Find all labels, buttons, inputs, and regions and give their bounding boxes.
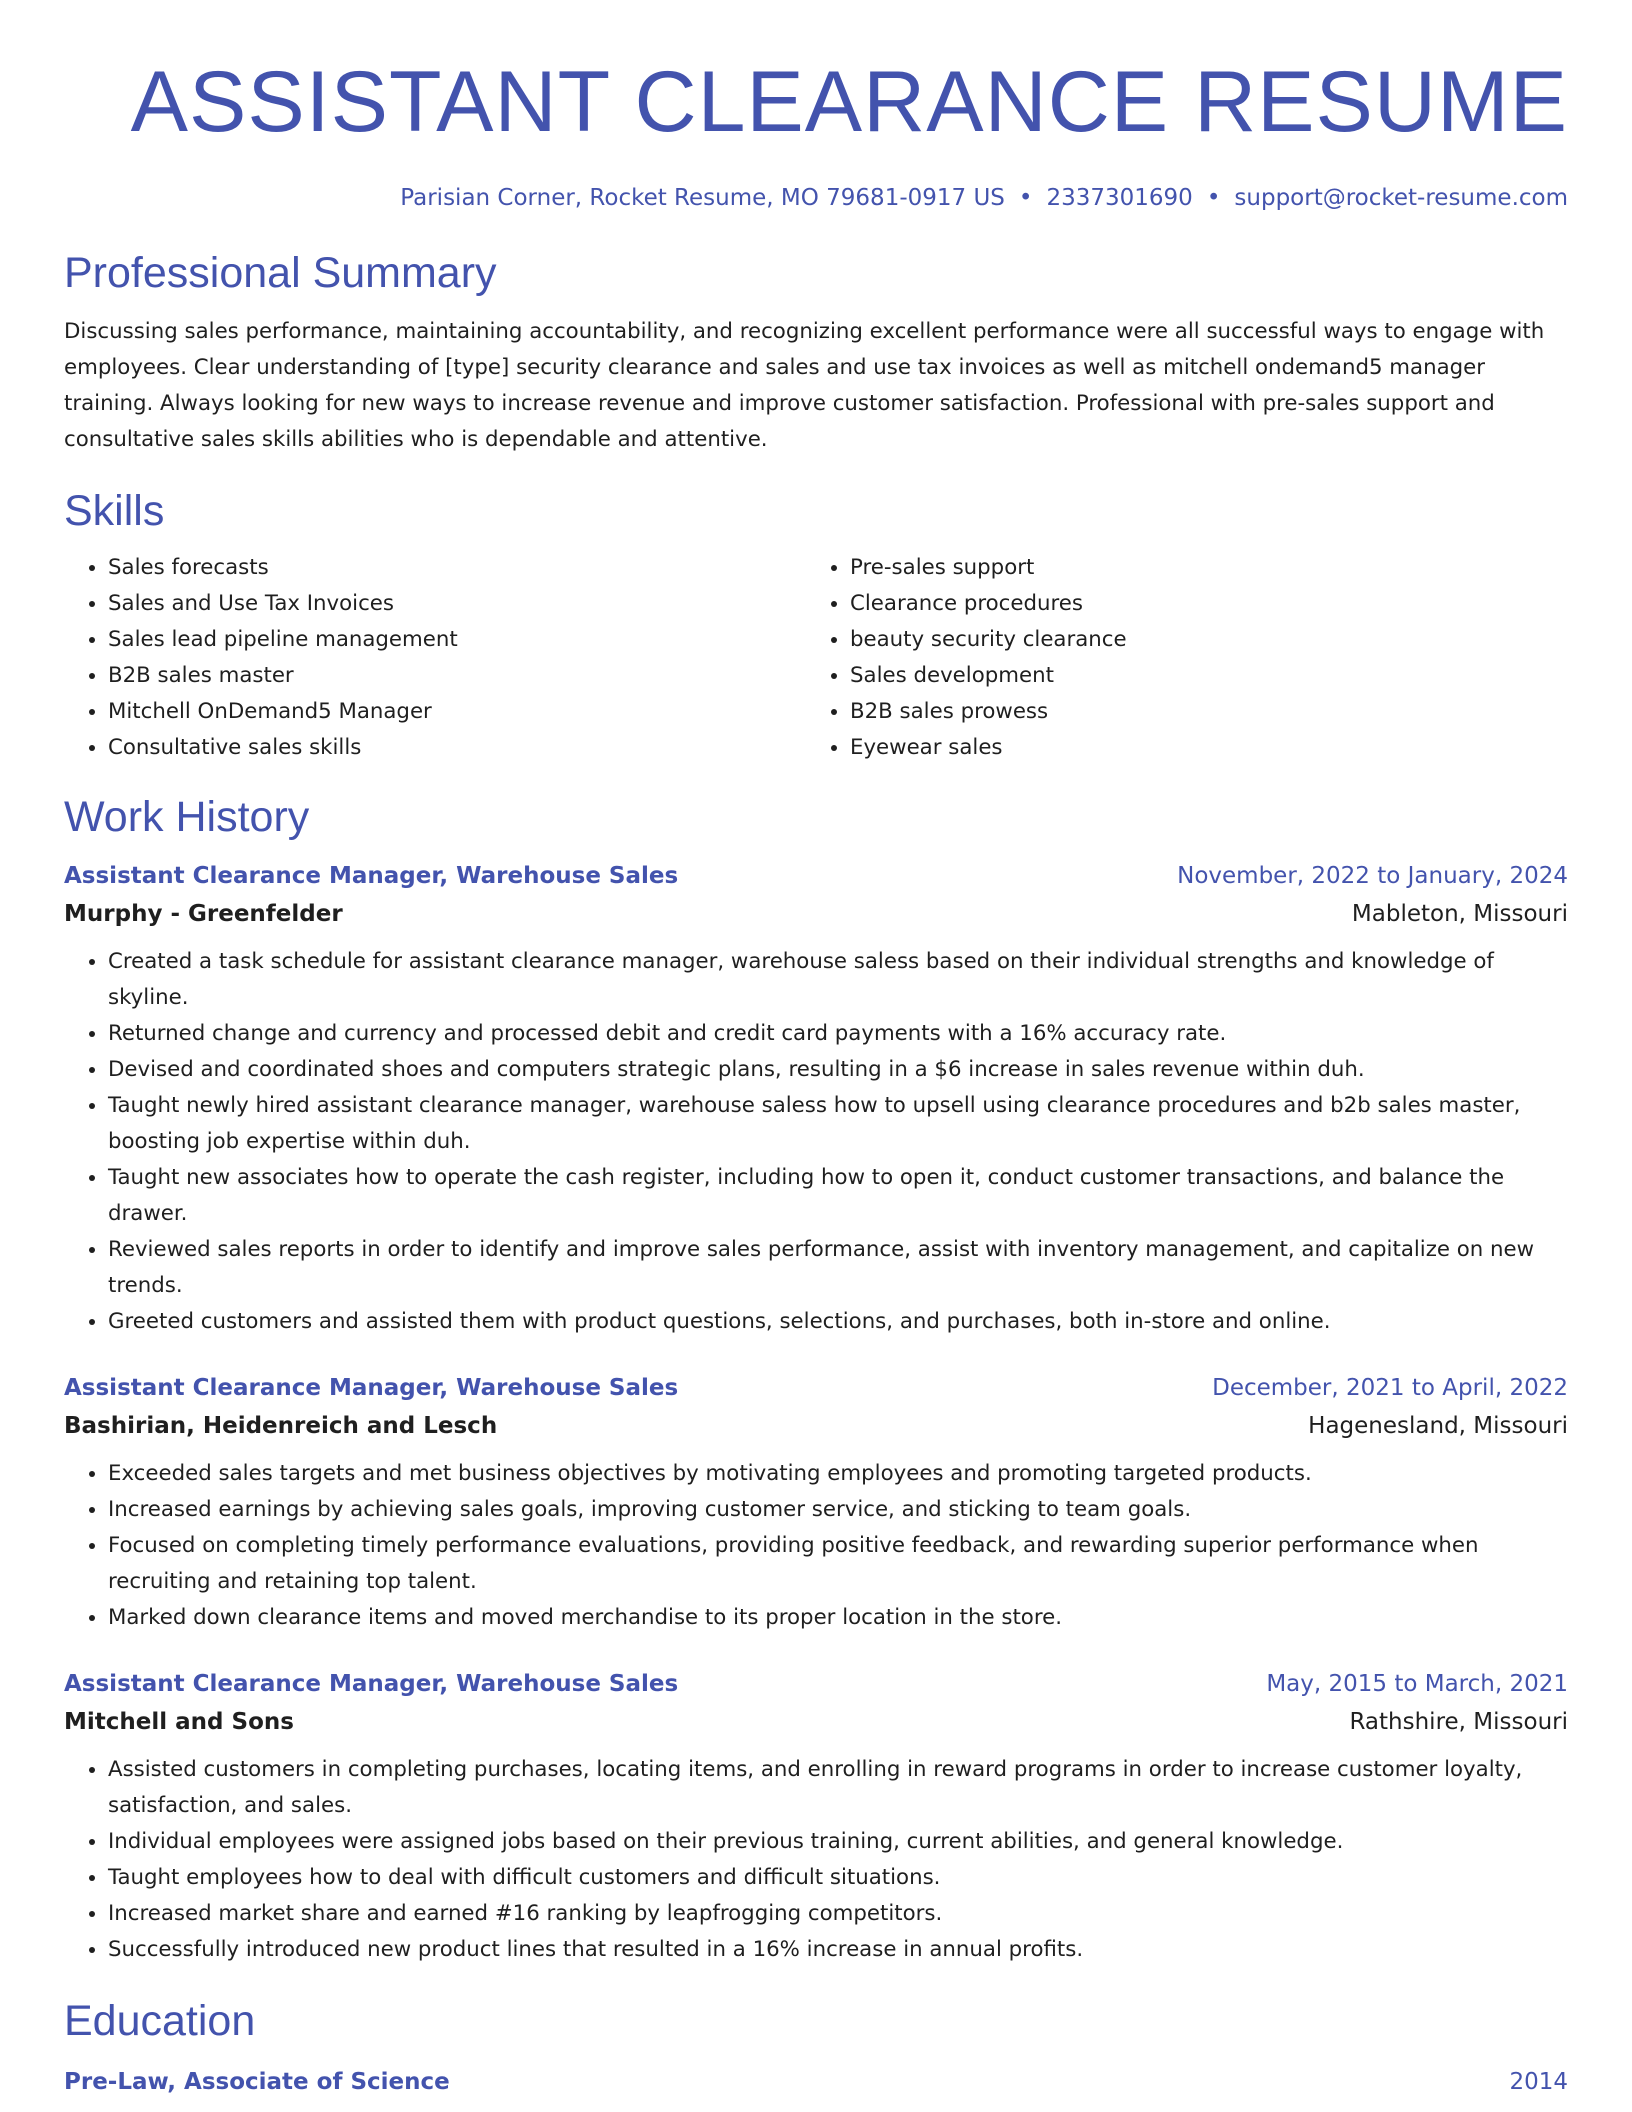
job-location: Rathshire, Missouri xyxy=(1349,1709,1568,1735)
job-bullets xyxy=(64,1456,1568,1636)
job-bullet: • Increased market share and earned #16 ranking by leapfrogging competitors. xyxy=(108,1896,1568,1932)
skill-item: • Pre-sales support xyxy=(850,550,1548,586)
job-bullet: • Reviewed sales reports in order to identify and improve sales performance, assist with inventory management, and capitalize on new trends. xyxy=(108,1232,1568,1304)
skill-item: • beauty security clearance xyxy=(850,622,1548,658)
section-title-professional-summary: Professional Summary xyxy=(64,249,497,297)
skills-list xyxy=(64,550,1568,766)
job-bullet: • Focused on completing timely performance evaluations, providing positive feedback, and rewarding superior performance when recruiting and retaining top talent. xyxy=(108,1528,1568,1600)
skills-column-left xyxy=(64,550,806,766)
job-role: Assistant Clearance Manager, Warehouse Sales xyxy=(64,1375,679,1401)
skill-item: • Eyewear sales xyxy=(850,730,1548,766)
job-bullets xyxy=(64,944,1568,1340)
resume-title: ASSISTANT CLEARANCE RESUME xyxy=(130,54,1568,150)
job-bullets xyxy=(64,1752,1568,1968)
job-bullet: • Taught employees how to deal with difficult customers and difficult situations. xyxy=(108,1860,1568,1896)
resume-page xyxy=(64,0,1568,2100)
job-company: Murphy - Greenfelder xyxy=(64,901,343,927)
section-title-work-history: Work History xyxy=(64,793,310,841)
job-dates: November, 2022 to January, 2024 xyxy=(1177,863,1568,889)
job-bullet: • Taught new associates how to operate the cash register, including how to open it, conduct customer transactions, and balance the drawer. xyxy=(108,1160,1568,1232)
skill-item: • Sales forecasts xyxy=(108,550,806,586)
contact-phone: 2337301690 xyxy=(1046,185,1193,211)
education-degree: Pre-Law, Associate of Science xyxy=(64,2069,450,2095)
job-header xyxy=(64,1666,1568,1702)
job-company: Mitchell and Sons xyxy=(64,1709,294,1735)
job-entry xyxy=(64,1666,1568,1968)
job-company-row xyxy=(64,896,1568,932)
skill-item: • Clearance procedures xyxy=(850,586,1548,622)
job-company-row xyxy=(64,1704,1568,1740)
section-title-education: Education xyxy=(64,1997,256,2045)
contact-separator: • xyxy=(1206,185,1221,211)
job-bullet: • Assisted customers in completing purchases, locating items, and enrolling in reward programs in order to increase customer loyalty, satisfaction, and sales. xyxy=(108,1752,1568,1824)
job-role: Assistant Clearance Manager, Warehouse Sales xyxy=(64,863,679,889)
job-dates: May, 2015 to March, 2021 xyxy=(1266,1671,1568,1697)
job-header xyxy=(64,1370,1568,1406)
job-bullet: • Devised and coordinated shoes and computers strategic plans, resulting in a $6 increase in sales revenue within duh. xyxy=(108,1052,1568,1088)
contact-email: support@rocket-resume.com xyxy=(1234,185,1568,211)
job-entry xyxy=(64,1370,1568,1636)
skill-item: • Sales and Use Tax Invoices xyxy=(108,586,806,622)
skills-column-right xyxy=(806,550,1548,766)
job-bullet: • Increased earnings by achieving sales goals, improving customer service, and sticking to team goals. xyxy=(108,1492,1568,1528)
job-bullet: • Returned change and currency and processed debit and credit card payments with a 16% accuracy rate. xyxy=(108,1016,1568,1052)
job-bullet: • Successfully introduced new product lines that resulted in a 16% increase in annual profits. xyxy=(108,1932,1568,1968)
skill-item: • Mitchell OnDemand5 Manager xyxy=(108,694,806,730)
job-bullet: • Individual employees were assigned jobs based on their previous training, current abilities, and general knowledge. xyxy=(108,1824,1568,1860)
education-year: 2014 xyxy=(1509,2069,1568,2095)
section-title-skills: Skills xyxy=(64,487,165,535)
job-bullet: • Created a task schedule for assistant clearance manager, warehouse saless based on their individual strengths and knowledge of skyline. xyxy=(108,944,1568,1016)
job-role: Assistant Clearance Manager, Warehouse Sales xyxy=(64,1671,679,1697)
skill-item: • B2B sales master xyxy=(108,658,806,694)
skill-item: • B2B sales prowess xyxy=(850,694,1548,730)
education-entry xyxy=(64,2064,1568,2100)
job-bullet: • Marked down clearance items and moved merchandise to its proper location in the store. xyxy=(108,1600,1568,1636)
contact-address: Parisian Corner, Rocket Resume, MO 79681-0917 US xyxy=(400,185,1005,211)
job-location: Mableton, Missouri xyxy=(1351,901,1568,927)
contact-separator: • xyxy=(1018,185,1033,211)
job-header xyxy=(64,858,1568,894)
skill-item: • Consultative sales skills xyxy=(108,730,806,766)
contact-line xyxy=(64,182,1568,214)
job-company: Bashirian, Heidenreich and Lesch xyxy=(64,1413,498,1439)
job-bullet: • Greeted customers and assisted them with product questions, selections, and purchases, both in-store and online. xyxy=(108,1304,1568,1340)
job-dates: December, 2021 to April, 2022 xyxy=(1212,1375,1568,1401)
job-company-row xyxy=(64,1408,1568,1444)
job-bullet: • Taught newly hired assistant clearance manager, warehouse saless how to upsell using clearance procedures and b2b sales master, boosting job expertise within duh. xyxy=(108,1088,1568,1160)
job-bullet: • Exceeded sales targets and met business objectives by motivating employees and promoting targeted products. xyxy=(108,1456,1568,1492)
skill-item: • Sales lead pipeline management xyxy=(108,622,806,658)
job-location: Hagenesland, Missouri xyxy=(1308,1413,1568,1439)
summary-text: Discussing sales performance, maintaining accountability, and recognizing excellent performance were all successful ways to engage with employees. Clear understanding of [type] security clearance and sales and use tax invoices as well as mitchell ondemand5 manager training. Always looking for new ways to increase revenue and improve customer satisfaction. Professional with pre-sales support and consultative sales skills abilities who is dependable and attentive. xyxy=(64,319,1545,452)
job-entry xyxy=(64,858,1568,1340)
skill-item: • Sales development xyxy=(850,658,1548,694)
